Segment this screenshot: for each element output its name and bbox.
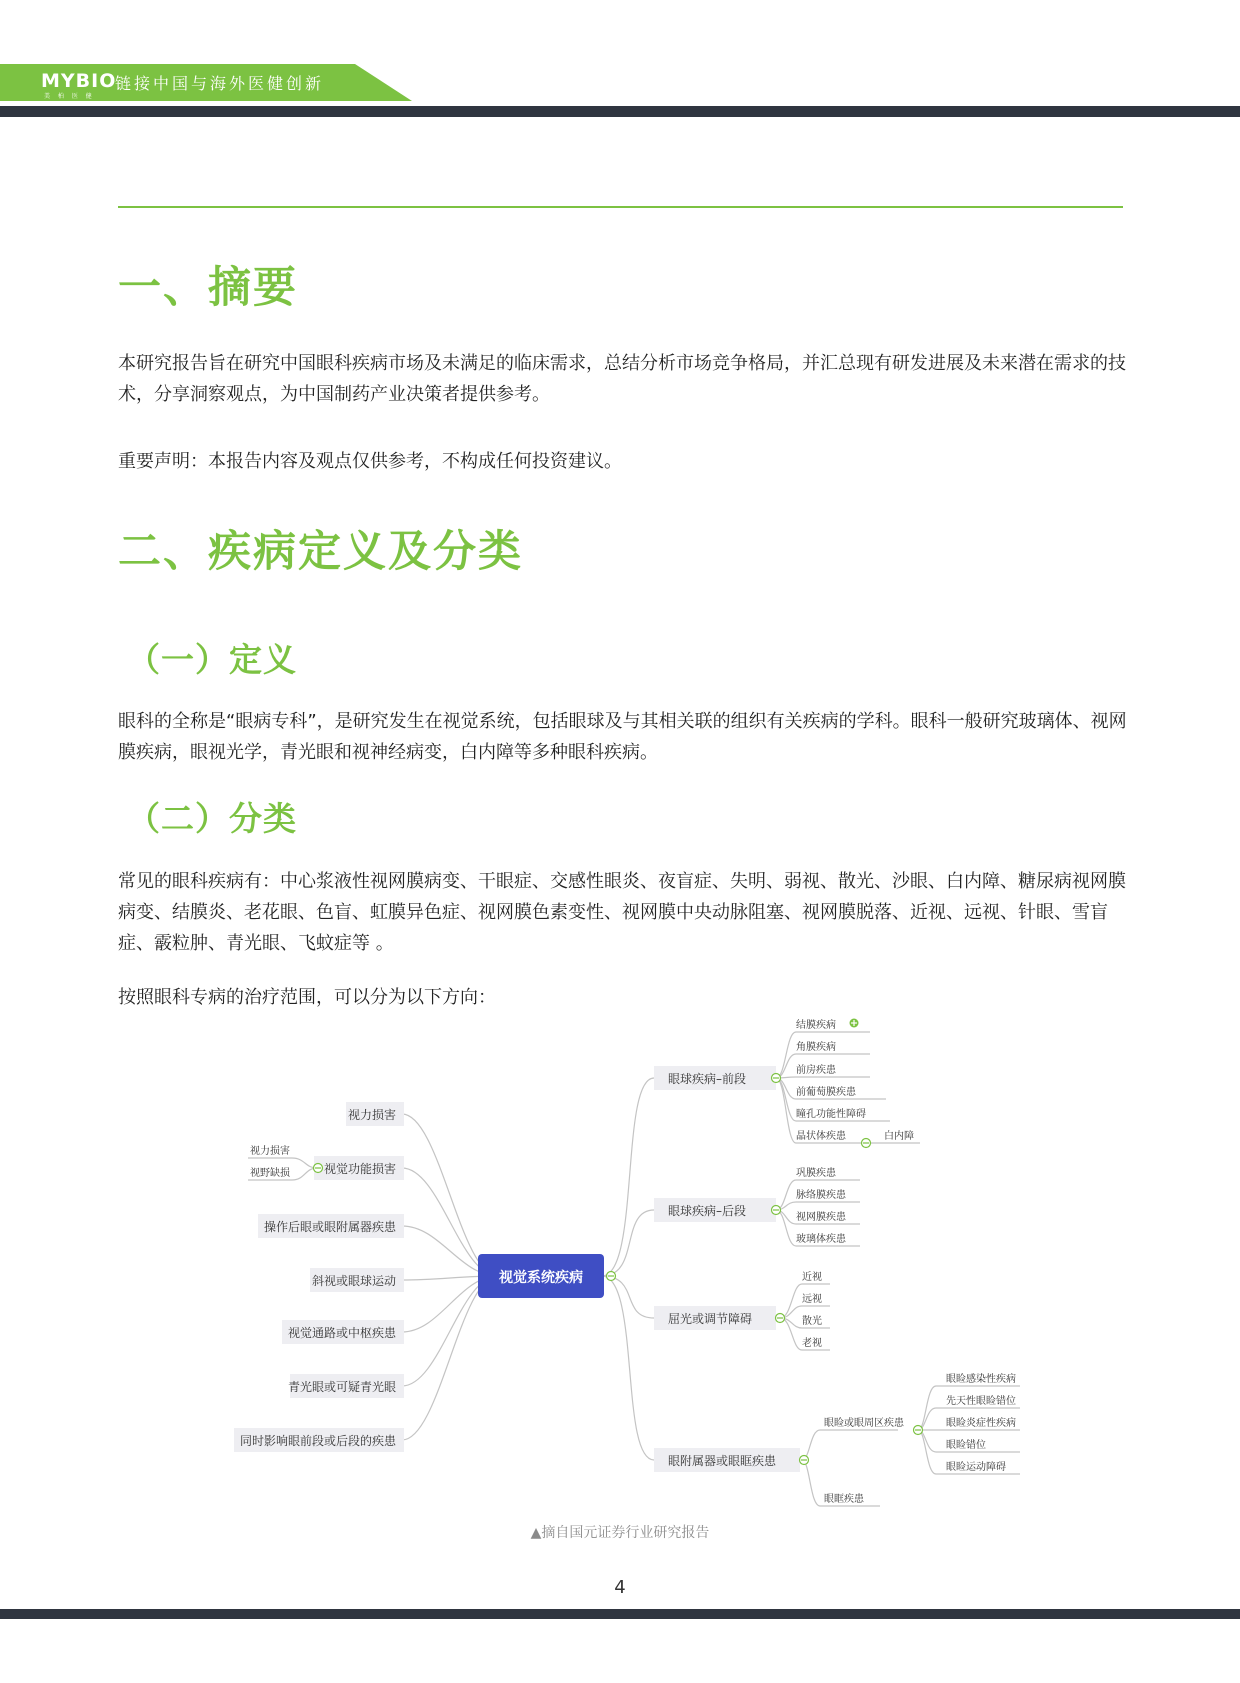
mindmap-leaf: 脉络膜疾患 xyxy=(796,1190,846,1201)
bottom-bar xyxy=(0,1609,1240,1619)
subsection-title-classification: （二）分类 xyxy=(127,799,297,838)
mindmap-leaf: 瞳孔功能性障碍 xyxy=(796,1109,866,1120)
classification-intro: 按照眼科专病的治疗范围，可以分为以下方向： xyxy=(118,987,496,1008)
mindmap-leaf: 眼睑或眼周区疾患 xyxy=(824,1418,904,1429)
mindmap-left-node: 视觉通路或中枢疾患 xyxy=(287,1326,396,1340)
mindmap-leaf: 眼睑感染性疾病 xyxy=(946,1374,1016,1385)
classification-paragraph: 常见的眼科疾病有：中心浆液性视网膜病变、干眼症、交感性眼炎、夜盲症、失明、弱视、散光、沙眼、白内障、糖尿病视网膜病变、结膜炎、老花眼、色盲、虹膜异色症、视网膜色素变性、视网膜中央动脉阻塞、视网膜脱落、近视、远视、针眼、雪盲症、霰粒肿、青光眼、飞蚊症等 。 xyxy=(118,871,1126,954)
mindmap-root: 视觉系统疾病 xyxy=(499,1270,583,1286)
figure-caption: ▲摘自国元证券行业研究报告 xyxy=(530,1525,710,1541)
summary-paragraph: 本研究报告旨在研究中国眼科疾病市场及未满足的临床需求，总结分析市场竞争格局，并汇总现有研发进展及未来潜在需求的技术，分享洞察观点，为中国制药产业决策者提供参考。 xyxy=(118,353,1126,405)
mindmap-leaf: 晶状体疾患 xyxy=(796,1131,846,1142)
header-tagline: 链接中国与海外医健创新 xyxy=(115,74,325,93)
mindmap-left-node: 操作后眼或眼附属器疾患 xyxy=(263,1220,396,1234)
definition-paragraph: 眼科的全称是“眼病专科”，是研究发生在视觉系统，包括眼球及与其相关联的组织有关疾病的学科。眼科一般研究玻璃体、视网膜疾病，眼视光学，青光眼和视神经病变，白内障等多种眼科疾病。 xyxy=(118,711,1127,763)
mindmap-leaf: 眼睑错位 xyxy=(946,1440,986,1451)
mindmap-diagram xyxy=(220,1008,1040,1520)
mindmap-leaf: 前房疾患 xyxy=(796,1065,836,1076)
mindmap-leaf: 角膜疾病 xyxy=(796,1042,836,1053)
mindmap-left-node: 视觉功能损害 xyxy=(323,1162,396,1176)
mindmap-leaf: 先天性眼睑错位 xyxy=(946,1396,1016,1407)
mindmap-left-node: 青光眼或可疑青光眼 xyxy=(287,1380,396,1394)
mindmap-leaf: 玻璃体疾患 xyxy=(796,1234,846,1245)
mindmap-right-node: 眼球疾病–前段 xyxy=(668,1072,747,1086)
section-title-definition: 二、疾病定义及分类 xyxy=(118,527,523,577)
mindmap-leaf: 老视 xyxy=(802,1338,822,1349)
top-bar xyxy=(0,106,1240,117)
mindmap-leaf: 近视 xyxy=(802,1272,822,1283)
page-number: 4 xyxy=(614,1577,626,1598)
mindmap-left-node: 视力损害 xyxy=(347,1108,396,1122)
mindmap-right-node: 眼球疾病–后段 xyxy=(668,1204,747,1218)
mindmap-leaf: 前葡萄膜疾患 xyxy=(796,1087,856,1098)
section-title-summary: 一、摘要 xyxy=(118,263,298,313)
logo-subtitle: 美 柏 医 健 xyxy=(44,93,95,100)
mindmap-leaf: 白内障 xyxy=(884,1131,914,1142)
mindmap-leaf: 眼眶疾患 xyxy=(824,1494,864,1505)
mindmap-leaf: 散光 xyxy=(802,1316,822,1327)
mindmap-leaf: 眼睑运动障碍 xyxy=(946,1462,1006,1473)
mindmap-leaf: 眼睑炎症性疾病 xyxy=(946,1418,1016,1429)
mindmap-left-node: 斜视或眼球运动 xyxy=(311,1274,396,1288)
mindmap-left-node: 同时影响眼前段或后段的疾患 xyxy=(239,1434,396,1448)
mindmap-leaf: 视网膜疾患 xyxy=(796,1212,846,1223)
subsection-title-definition: （一）定义 xyxy=(127,640,297,679)
logo: MYBIO xyxy=(41,70,117,92)
disclaimer-paragraph: 重要声明：本报告内容及观点仅供参考，不构成任何投资建议。 xyxy=(118,451,622,472)
expand-icon xyxy=(850,1019,859,1028)
mindmap-leaf: 远视 xyxy=(802,1294,822,1305)
mindmap-leaf: 结膜疾病 xyxy=(796,1020,836,1031)
mindmap-leaf: 视力损害 xyxy=(250,1146,290,1157)
top-divider xyxy=(118,206,1123,208)
mindmap-leaf: 巩膜疾患 xyxy=(796,1168,836,1179)
mindmap-right-node: 眼附属器或眼眶疾患 xyxy=(668,1454,777,1468)
mindmap-right-node: 屈光或调节障碍 xyxy=(668,1312,753,1326)
mindmap-leaf: 视野缺损 xyxy=(250,1168,290,1179)
